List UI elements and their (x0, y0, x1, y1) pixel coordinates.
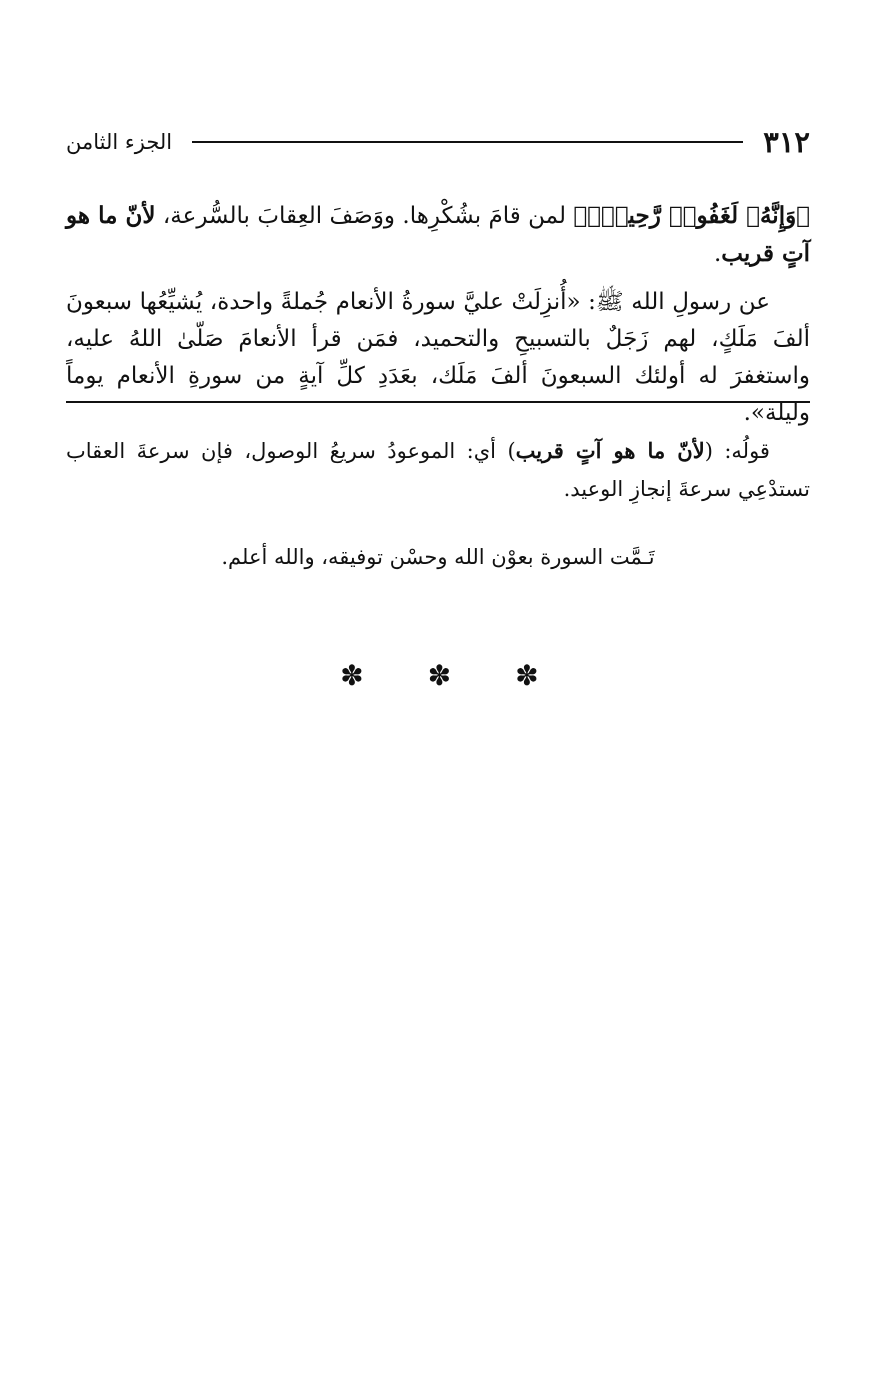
footnote (66, 432, 810, 509)
closing-statement: تَـمَّت السورة بعوْن الله وحسْن توفيقه، والله أعلم. (221, 545, 655, 569)
section-end-ornaments (0, 659, 879, 692)
footnote-quote: لأنّ ما هو آتٍ قريب (515, 438, 705, 463)
footnote-separator (66, 401, 810, 403)
page-number: ٣١٢ (763, 124, 810, 159)
paragraph-hadith: عن رسولِ الله ﷺ: «أُنزِلَتْ عليَّ سورةُ الأنعام جُملةً واحدة، يُشيِّعُها سبعونَ ألفَ مَلَكٍ، لهم زَجَلٌ بالتسبيحِ والتحميد، فمَن قرأ الأنعامَ صَلّىٰ اللهُ عليه، واستغفرَ له أولئك السبعونَ ألفَ مَلَك، بعَدَدِ كلِّ آيةٍ من سورةِ الأنعام يوماً وليلة». (66, 288, 810, 427)
asterisk-ornament-icon: ✽ (515, 659, 539, 692)
paragraph-verse-commentary (66, 197, 810, 274)
quran-verse: ﴿وَإِنَّهُۥ لَغَفُورٞ رَّحِيمُۢ﴾ (573, 202, 810, 229)
footnote-explanation: ) أي: الموعودُ سريعُ الوصول، فإن سرعةَ العقاب تستدْعِي سرعةَ إنجازِ الوعيد. (66, 439, 810, 501)
header-rule (192, 141, 743, 143)
part-title: الجزء الثامن (66, 129, 173, 154)
asterisk-ornament-icon: ✽ (340, 659, 364, 692)
commentary-text: لمن قامَ بشُكْرِها. ووَصَفَ العِقابَ بالسُّرعة، (155, 203, 574, 229)
commentary-bold-phrase: لأنّ ما هو آتٍ قريب (66, 202, 810, 268)
asterisk-ornament-icon: ✽ (427, 659, 452, 692)
main-text (66, 197, 810, 443)
footnote-lead: قولُه: ( (704, 439, 770, 463)
page-header (66, 122, 810, 162)
commentary-end: . (713, 241, 722, 268)
